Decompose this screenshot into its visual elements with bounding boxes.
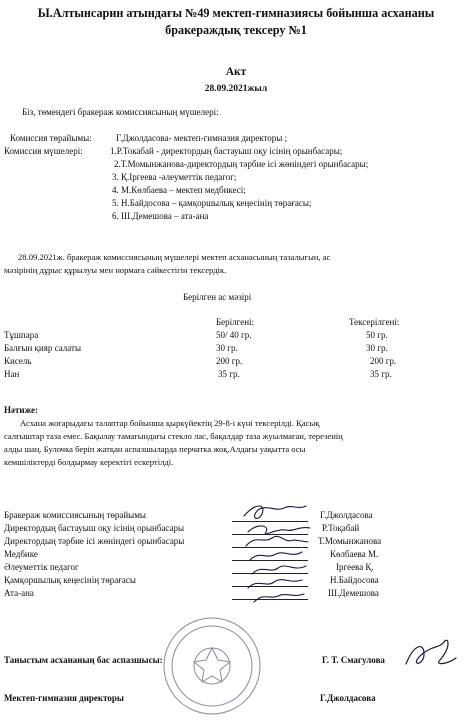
signature-name: Н.Байдосова: [330, 575, 379, 585]
signature-name: Көлбаева М.: [330, 549, 379, 559]
menu-row-given: 50/ 40 гр.: [216, 330, 252, 340]
result-line-4: кемшіліктерді болдырмау керектігі ескертілді.: [4, 457, 174, 467]
result-heading: Нәтиже:: [4, 405, 39, 415]
signature-role: Ата-ана: [4, 588, 34, 598]
commission-member-5: 5. Н.Байдосова – қамқоршылық кеңесінің төрағасы;: [112, 198, 312, 208]
commission-member-2: 2.Т.Момынжанова-директордың тәрбие ісі жөніндегі орынбасары;: [114, 159, 369, 169]
signature-role: Қамқоршылық кеңесінің төрағасы: [4, 575, 136, 585]
act-date: 28.09.2021жыл: [204, 84, 268, 94]
signature-name: Т.Момынжанова: [318, 536, 382, 546]
signature-role: Әлеуметтік педагог: [4, 562, 79, 572]
result-line-2: салғыштар таза емес. Бақылау тамағындағы стекло лас, бақалдар таза жуылмаған, терезенің: [4, 431, 343, 441]
signature-name: Р.Тоқабай: [322, 523, 360, 533]
signature-role: Медбике: [4, 549, 38, 559]
director-label: Мектеп-гимназия директоры: [4, 693, 124, 703]
intro-text: Біз, төмендегі бракераж комиссиясының мүшелері:: [22, 107, 219, 117]
commission-member-4: 4. М.Көлбаева – мектеп медбикесі;: [112, 185, 246, 195]
commission-member-6: 6. Ш.Демешова – ата-ана: [112, 211, 209, 221]
signature-name: Іргеева Қ.: [336, 562, 374, 572]
menu-row-checked: 30 гр.: [366, 343, 388, 353]
director-name: Г.Джолдасова: [320, 693, 376, 703]
commission-chair-value: Г.Джолдасова- мектеп-гимназия директоры ;: [116, 133, 288, 143]
result-line-3: алды шаң. Булочка беріп жатқан аспазшыларда перчатка жоқ.Алдағы уақытта осы: [4, 444, 306, 454]
menu-row-checked: 50 гр.: [366, 330, 388, 340]
paragraph-line-1: 28.09.2021ж. бракераж комиссиясының мүшелері мектеп асханасының тазалығын, ас: [18, 252, 331, 262]
stamp-seal-icon: [160, 614, 264, 718]
menu-row-name: Нан: [4, 369, 20, 379]
signature-name: Ш.Демешова: [328, 588, 379, 598]
signature-role: Директордың бастауыш оқу ісінің орынбасары: [4, 523, 185, 533]
menu-row-name: Балғын қияр салаты: [4, 343, 82, 353]
menu-row-checked: 35 гр.: [370, 369, 392, 379]
header-line-1: Ы.Алтынсарин атындағы №49 мектеп-гимназиясы бойынша асхананы: [37, 6, 435, 20]
menu-row-name: Кисель: [4, 356, 32, 366]
signature-role: Бракераж комиссиясының төрайымы: [4, 510, 146, 520]
commission-member-3: 3. Қ.Іргеева -әлеуметтік педагог;: [112, 172, 237, 182]
header-line-2: бракераждық тексеру №1: [165, 23, 307, 37]
signature-name: Г.Джолдасова: [320, 510, 373, 520]
menu-col-given: Берілгені:: [216, 317, 255, 327]
result-line-1: Асхана жоғарыдағы талаптар бойынша қыркүйектің 29-8-і күні тексерілді. Қасық: [20, 418, 320, 428]
menu-row-name: Тұшпара: [4, 330, 39, 340]
menu-row-given: 30 гр.: [216, 343, 238, 353]
menu-col-checked: Тексерілгені:: [349, 317, 400, 327]
paragraph-line-2: мәзірінің дұрыс құрылуы мен нормаға сәйкестігін тексердік.: [4, 265, 227, 275]
commission-member-1: 1.Р.Токабай - директордың бастауыш оқу ісінің орынбасары;: [110, 146, 343, 156]
chef-label: Таныстым асхананың бас аспазшысы:: [4, 655, 163, 665]
commission-members-label: Комиссия мүшелері:: [4, 146, 83, 156]
menu-row-given: 35 гр.: [218, 369, 240, 379]
signature-role: Директордың тәрбие ісі жөніндегі орынбасары: [4, 536, 185, 546]
menu-row-checked: 200 гр.: [370, 356, 397, 366]
commission-chair-label: Комиссия төрайымы:: [10, 133, 92, 143]
menu-heading: Берілген ас мәзірі: [183, 292, 252, 302]
chef-signature-icon: [400, 636, 460, 676]
act-title: Акт: [225, 66, 247, 78]
menu-row-given: 200 гр.: [216, 356, 243, 366]
handwritten-signatures: [236, 498, 326, 608]
chef-name: Г. Т. Смагулова: [322, 655, 385, 665]
